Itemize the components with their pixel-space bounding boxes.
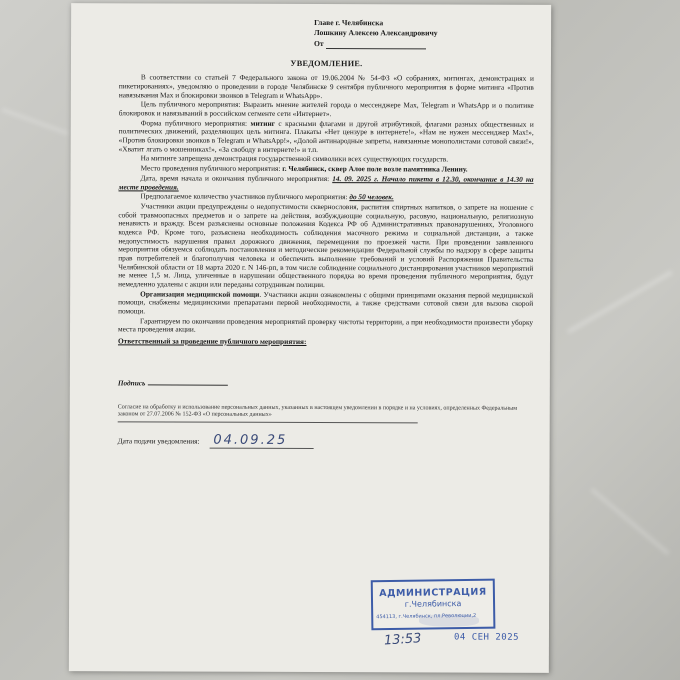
stamp-line-2: г.Челябинска: [404, 599, 462, 609]
paragraph-cleanup: Гарантируем по окончании проведения мероприятий проверку чистоты территории, а при необходимости произвести уборку места проведения акции.: [118, 315, 534, 334]
participants-lead: Предполагаемое количество участников публичного мероприятия:: [140, 191, 350, 202]
paragraph-rules: Участники акции предупреждены о недопустимости сквернословия, распития спиртных напитков, о запрете на ношение с собой травмоопасных предметов и о запрете на действия, возбуждающие социальную, расовую, национальную, религиозную ненависть и вражду. Всем разъяснены основные положения Кодекса РФ об Административных правонарушениях, Уголовного кодекса РФ. Кроме того, разъяснена необходимость соблюдения масочного режима и социальной дистанции, а также недопустимость нарушения правил дорожного движения, перемещения по проезжей части. При проведении заявленного мероприятия обязуемся соблюдать постановления и методические рекомендации Федеральной службы по надзору в сфере защиты прав потребителей и благополучия человека и обеспечить выполнение требований и условий Распоряжения Правительства Челябинской области от 18 марта 2020 г. N 146-рп, в том числе соблюдение социального дистанцирования участников мероприятий не менее 1,5 м. Лица, уличенные в нарушении общественного порядка во время проведения публичного мероприятия, будут немедленно удалены с акции или переданы сотрудникам полиции.: [118, 201, 534, 289]
location-value: г. Челябинск, сквер Алое поле возле памятника Ленину.: [282, 164, 468, 174]
form-details: с красными флагами и другой атрибутикой, флагами разных общественных и политических движений, разделяющих цель митинга. Плакаты «Нет цензуре в интернете!», «Нам не нужен мессенджер Max!», «Против блокировки звонков в Telegram и WhatsApp!», «Долой антинародные запреты, навязанные монополистами сотовой связи!», «Хватит лгать о мошенниках!», «За свободу в интернете!» и т.п.: [118, 118, 534, 154]
form-type: митинг: [250, 118, 275, 128]
paragraph-law-reference: В соответствии со статьей 7 Федерального закона от 19.06.2004 № 54-ФЗ «О собраниях, митингах, демонстрациях и пикетированиях», уведомляю о проведении в городе Челябинске 9 сентября публичного мероприятия в форме митинга «Против навязывания Max и блокировки звонков в Telegram и WhatsApp».: [118, 72, 534, 100]
stamp-line-1: АДМИНИСТРАЦИЯ: [379, 586, 487, 600]
sender-blank-line: [326, 48, 426, 49]
stamp-line-3: 454113, г.Челябинск, пл.Революции,2: [376, 612, 477, 621]
marble-vein: [567, 270, 673, 333]
signature-row: [118, 380, 533, 390]
paragraph-date-time: [119, 174, 534, 193]
submission-date-handwritten: 04.09.25: [209, 433, 313, 449]
medical-details: . Участники акции ознакомлены с общими принципами оказания первой медицинской помощи, снабжены медицинскими препаратами первой необходимости, а также средствами сотовой связи для вызова скорой помощи.: [118, 289, 534, 316]
paragraph-medical: [118, 290, 533, 317]
consent-signature-line: [118, 421, 418, 424]
addressee-name: Лошкину Алексею Александровичу: [314, 28, 438, 38]
sender-label: От: [314, 38, 324, 48]
submission-date-label: Дата подачи уведомления:: [117, 436, 200, 446]
medical-heading: Организация медицинской помощи: [140, 288, 260, 299]
submission-date-row: [118, 433, 533, 450]
document-body: [118, 17, 535, 449]
signature-blank-line: [147, 385, 227, 386]
paragraph-symbol-ban: На митинге запрещена демонстрация государственной символики всех существующих государств.: [140, 153, 449, 164]
marble-vein: [591, 488, 670, 555]
addressee-title: Главе г. Челябинска: [314, 18, 384, 28]
responsible-person-label: Ответственный за проведение публичного мероприятия:: [117, 336, 307, 346]
notification-document: [69, 3, 551, 673]
receipt-date-stamp: 04 СЕН 2025: [453, 632, 520, 643]
sender-row: [314, 39, 534, 50]
participants-value: до 50 человек.: [349, 192, 394, 202]
paragraph-purpose: Цель публичного мероприятия: Выразить мнение жителей города о мессенджере Max, Telegram и WhatsApp и о политике блокировок и навязываний в российском сегменте сети «Интернет».: [118, 99, 534, 119]
form-lead: Форма публичного мероприятия:: [140, 118, 251, 128]
administration-stamp: [371, 579, 496, 631]
date-time-value: 14. 09. 2025 г. Начало пикета в 12.30, окончание в 14.30 на месте проведения.: [118, 174, 534, 192]
location-lead: Место проведения публичного мероприятия:: [140, 163, 283, 174]
date-time-lead: Дата, время начала и окончания публичного мероприятия:: [140, 173, 333, 184]
document-title: УВЕДОМЛЕНИЕ.: [290, 58, 363, 68]
paragraph-form: [119, 119, 534, 155]
signature-label: Подпись: [117, 378, 146, 388]
receipt-time-handwritten: 13:53: [383, 631, 422, 649]
addressee-block: [314, 18, 534, 50]
marble-vein: [2, 108, 69, 135]
consent-text: Согласие на обработку и использование персональных данных, указанных в настоящем уведомлении в порядке и на условиях, определенных Федеральным законом от 27.07.2006 № 152-ФЗ «О персональных данных»: [117, 404, 518, 419]
